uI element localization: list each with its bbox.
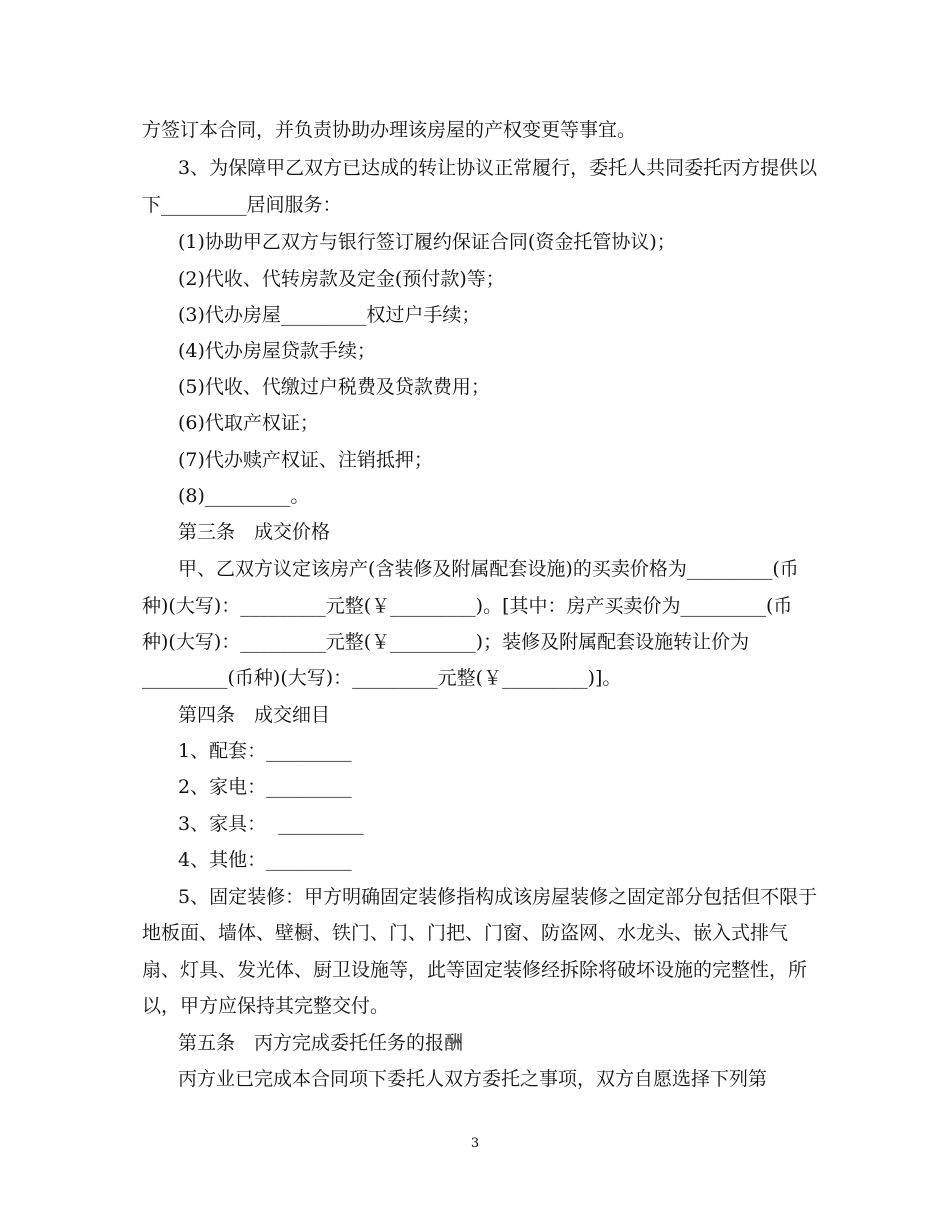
paragraph-line: _________(币种)(大写)：_________元整(￥_________)]。 (142, 667, 622, 689)
list-item: (6)代取产权证； (178, 412, 319, 434)
section-heading: 第五条 丙方完成委托任务的报酬 (178, 1032, 464, 1054)
list-item: 3、家具： _________ (178, 813, 364, 835)
list-item: (8)_________。 (178, 485, 310, 507)
paragraph-line: 5、固定装修：甲方明确固定装修指构成该房屋装修之固定部分包括但不限于 (178, 886, 818, 908)
list-item: 1、配套：_________ (178, 740, 352, 762)
section-heading: 第四条 成交细目 (178, 704, 331, 726)
list-item: (7)代办赎产权证、注销抵押； (178, 449, 433, 471)
page-number: 3 (470, 1136, 480, 1151)
paragraph-line: 种)(大写)：_________元整(￥_________)；装修及附属配套设施转让价为 (142, 631, 750, 653)
paragraph-line: 丙方业已完成本合同项下委托人双方委托之事项，双方自愿选择下列第 (178, 1068, 768, 1090)
paragraph-line: 地板面、墙体、壁橱、铁门、门、门把、门窗、防盗网、水龙头、嵌入式排气 (142, 922, 789, 944)
list-item: 2、家电：_________ (178, 776, 352, 798)
list-item: (1)协助甲乙双方与银行签订履约保证合同(资金托管协议)； (178, 231, 676, 253)
paragraph-line: 以，甲方应保持其完整交付。 (142, 995, 390, 1017)
list-item: (5)代收、代缴过户税费及贷款费用； (178, 376, 490, 398)
paragraph-line: 种)(大写)：_________元整(￥_________)。[其中：房产买卖价为_________(币 (142, 595, 793, 617)
list-item: (3)代办房屋_________权过户手续； (178, 304, 481, 326)
paragraph-line: 3、为保障甲乙双方已达成的转让协议正常履行，委托人共同委托丙方提供以 (178, 157, 818, 179)
list-item: (2)代收、代转房款及定金(预付款)等； (178, 268, 505, 290)
paragraph-line: 下_________居间服务： (142, 194, 342, 216)
paragraph-line: 方签订本合同，并负责协助办理该房屋的产权变更等事宜。 (142, 119, 637, 141)
section-heading: 第三条 成交价格 (178, 521, 331, 543)
paragraph-line: 扇、灯具、发光体、厨卫设施等，此等固定装修经拆除将破坏设施的完整性，所 (142, 959, 808, 981)
list-item: (4)代办房屋贷款手续； (178, 340, 376, 362)
paragraph-line: 甲、乙双方议定该房产(含装修及附属配套设施)的买卖价格为_________(币 (178, 558, 799, 580)
list-item: 4、其他：_________ (178, 849, 352, 871)
